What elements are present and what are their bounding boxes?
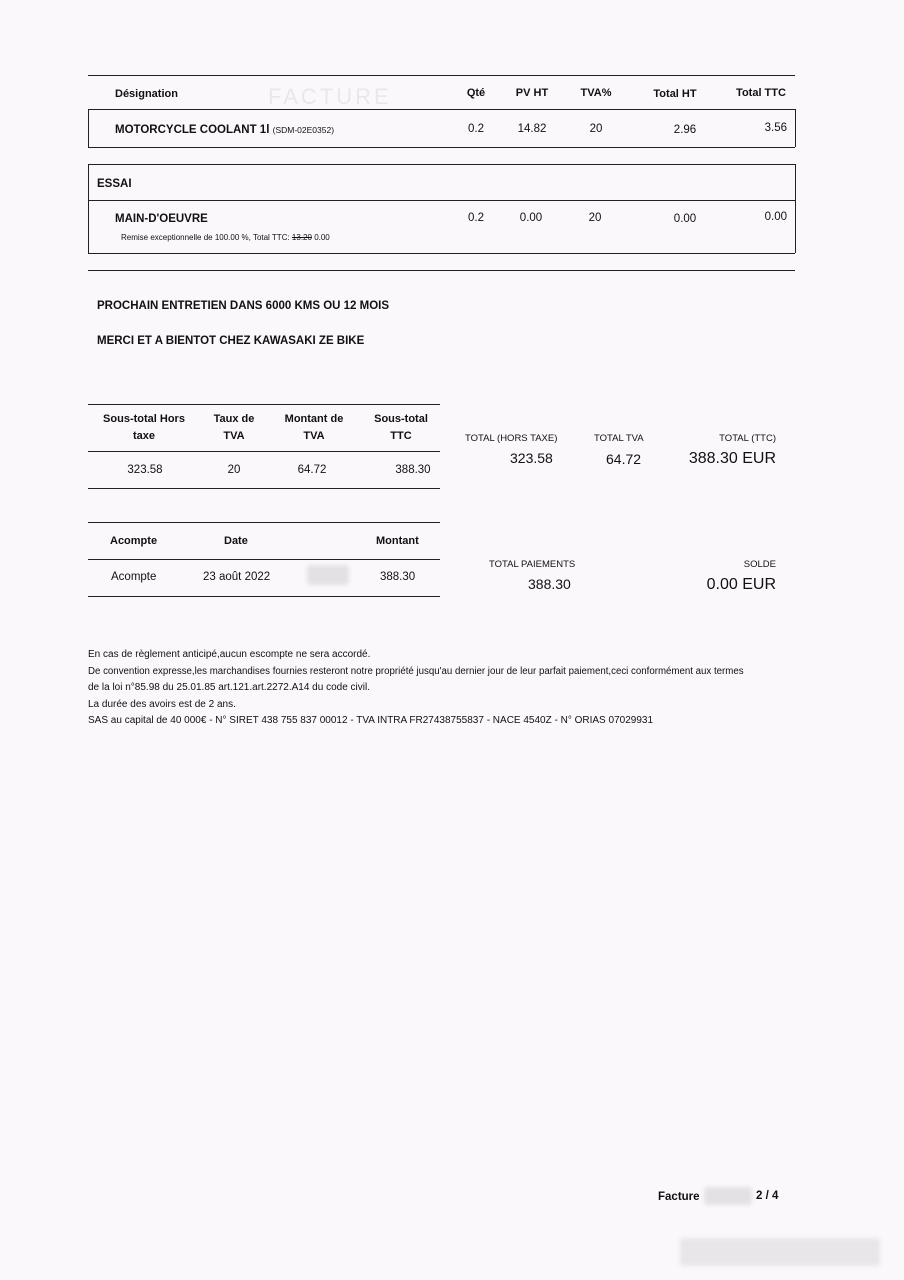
footer-invoice-label: Facture — [658, 1191, 700, 1203]
discount-note-label: Remise exceptionnelle de 100.00 %, Total TTC: — [121, 233, 290, 242]
essai-title: ESSAI — [97, 178, 132, 190]
pay-col-amount: Montant — [376, 535, 419, 547]
total-ttc-label: TOTAL (TTC) — [719, 433, 776, 444]
redacted-stamp — [680, 1238, 880, 1266]
vat-col-amount: Montant de TVA — [284, 413, 344, 442]
vat-subtotal-ttc: 388.30 — [395, 464, 431, 476]
total-tva-label: TOTAL TVA — [594, 433, 644, 444]
pay-col-type: Acompte — [110, 535, 158, 547]
item-totalttc: 3.56 — [764, 122, 787, 134]
legal-line-2: De convention expresse,les marchandises fournies resteront notre propriété jusqu'au dernier jour de leur parfait paiement,ceci conformément aux termes — [88, 665, 744, 677]
col-qty-header: Qté — [466, 87, 486, 99]
total-ht-label: TOTAL (HORS TAXE) — [465, 433, 558, 444]
vat-amount: 64.72 — [297, 464, 327, 476]
item-totalht: 2.96 — [673, 124, 697, 136]
total-ht-value: 323.58 — [510, 450, 553, 466]
legal-line-5: SAS au capital de 40 000€ - N° SIRET 438 755 837 00012 - TVA INTRA FR27438755837 - NACE 4540Z - N° ORIAS 07029931 — [88, 715, 653, 726]
col-tva-header: TVA% — [580, 87, 612, 99]
item-qty: 0.2 — [468, 123, 484, 135]
balance-value: 0.00 EUR — [706, 576, 776, 593]
item-designation: MOTORCYCLE COOLANT 1l — [115, 124, 270, 136]
total-ttc-value: 388.30 EUR — [688, 450, 776, 467]
vat-col-rate: Taux de TVA — [213, 413, 255, 442]
legal-line-1: En cas de règlement anticipé,aucun escompte ne sera accordé. — [88, 649, 371, 660]
thanks-message: MERCI ET A BIENTOT CHEZ KAWASAKI ZE BIKE — [97, 335, 365, 347]
item-tva: 20 — [589, 123, 603, 135]
total-payments-label: TOTAL PAIEMENTS — [489, 559, 576, 570]
payment-amount: 388.30 — [380, 571, 416, 583]
legal-line-3: de la loi n°85.98 du 25.01.85 art.121.art.2272.A14 du code civil. — [88, 682, 370, 693]
total-payments-value: 388.30 — [528, 576, 571, 592]
discount-old-price: 13.20 — [291, 233, 312, 242]
col-designation-header: Désignation — [115, 88, 178, 100]
table-row — [115, 124, 334, 136]
essai-qty: 0.2 — [468, 212, 484, 224]
redacted-reference — [307, 565, 349, 585]
vat-col-subtotal-ttc: Sous-total TTC — [374, 413, 428, 442]
vat-subtotal-ht: 323.58 — [127, 464, 163, 476]
vat-rate: 20 — [227, 464, 241, 476]
payment-type: Acompte — [111, 571, 157, 583]
discount-new-price: 0.00 — [314, 233, 330, 242]
vat-col-subtotal-ht: Sous-total Hors taxe — [103, 413, 185, 442]
item-pvht: 14.82 — [517, 123, 547, 135]
total-tva-value: 64.72 — [606, 451, 642, 467]
essai-totalttc: 0.00 — [764, 211, 787, 223]
item-ref: (SDM-02E0352) — [272, 125, 335, 135]
pay-col-date: Date — [224, 535, 248, 547]
essai-tva: 20 — [588, 212, 602, 224]
show-through-title: FACTURE — [268, 84, 392, 109]
col-totalht-header: Total HT — [653, 88, 697, 100]
page-number: 2 / 4 — [756, 1190, 779, 1202]
discount-note — [121, 233, 330, 242]
maintenance-message: PROCHAIN ENTRETIEN DANS 6000 KMS OU 12 MOIS — [97, 300, 390, 312]
legal-notice — [88, 647, 808, 730]
essai-totalht: 0.00 — [673, 213, 697, 225]
col-totalttc-header: Total TTC — [736, 87, 786, 99]
redacted-invoice-number — [704, 1187, 752, 1205]
essai-pvht: 0.00 — [519, 212, 543, 224]
legal-line-4: La durée des avoirs est de 2 ans. — [88, 698, 236, 710]
payment-date: 23 août 2022 — [203, 571, 271, 583]
col-pvht-header: PV HT — [515, 87, 549, 99]
balance-label: SOLDE — [743, 559, 776, 570]
essai-designation: MAIN-D'OEUVRE — [115, 213, 208, 225]
